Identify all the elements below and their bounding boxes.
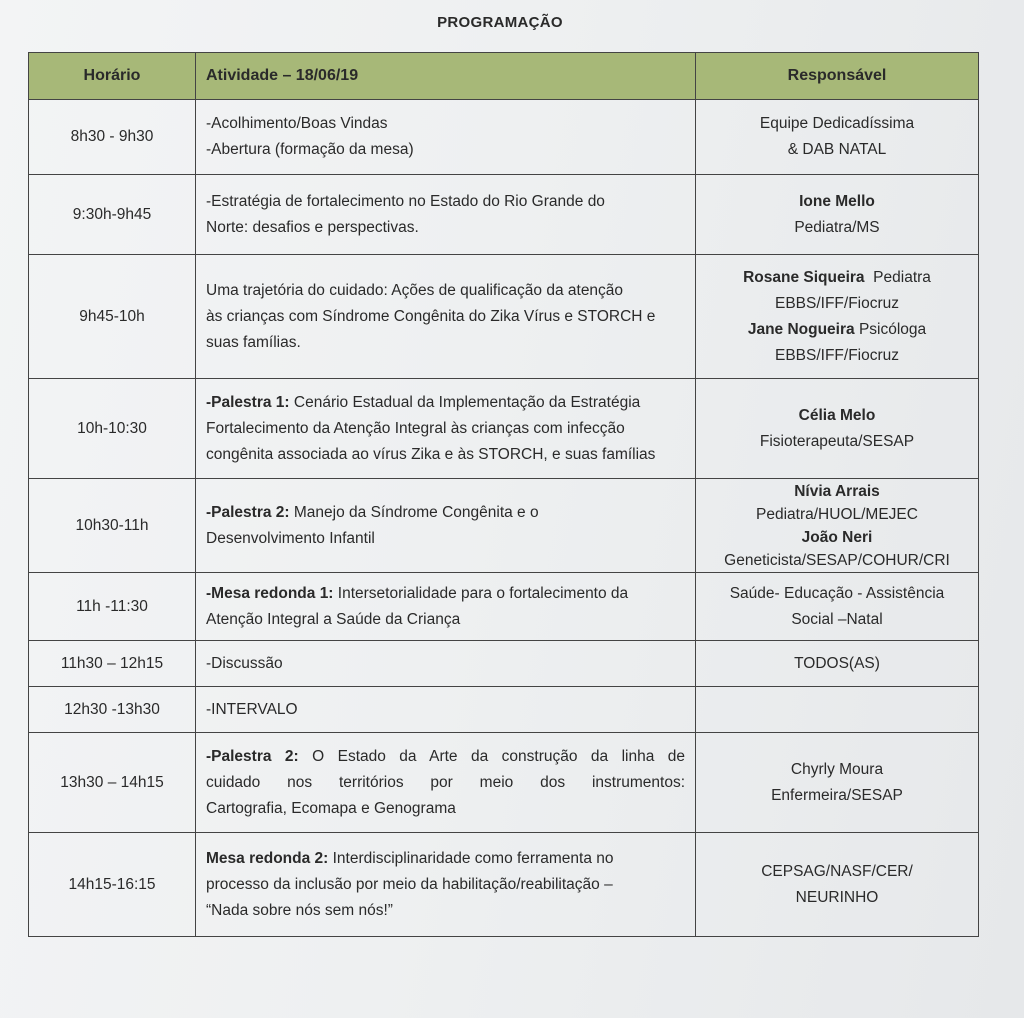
- activity-label: -Palestra 2:: [206, 747, 299, 765]
- table-row: [29, 175, 979, 255]
- header-activity: Atividade – 18/06/19: [196, 53, 696, 100]
- activity-line: cuidado nos territórios por meio dos instrumentos:: [206, 773, 685, 791]
- table-row: [29, 100, 979, 175]
- responsible-line: NEURINHO: [795, 888, 879, 906]
- cell-activity: [196, 175, 696, 255]
- activity-line: “Nada sobre nós sem nós!”: [206, 901, 393, 919]
- responsible-line: Equipe Dedicadíssima: [759, 115, 915, 132]
- activity-line: congênita associada ao vírus Zika e às STORCH, e suas famílias: [206, 445, 656, 463]
- activity-line: [206, 846, 685, 872]
- cell-time: 12h30 -13h30: [29, 687, 196, 733]
- cell-responsible: [696, 175, 979, 255]
- cell-activity: [196, 833, 696, 937]
- responsible-line: CEPSAG/NASF/CER/: [761, 862, 913, 880]
- cell-time: 11h -11:30: [29, 573, 196, 641]
- activity-line: Uma trajetória do cuidado: Ações de qualificação da atenção: [206, 281, 624, 299]
- activity-line: [206, 581, 685, 607]
- table-row: [29, 687, 979, 733]
- responsible-role: Fisioterapeuta/SESAP: [759, 432, 915, 450]
- activity-text: O Estado da Arte da construção da linha de: [298, 747, 685, 765]
- responsible-line: Saúde- Educação - Assistência: [729, 584, 945, 602]
- responsible-role: Pediatra/MS: [794, 218, 880, 236]
- table-header-row: [29, 53, 979, 100]
- cell-time: 11h30 – 12h15: [29, 641, 196, 687]
- cell-time: 10h30-11h: [29, 479, 196, 573]
- schedule-table: [28, 52, 979, 937]
- cell-activity: [196, 100, 696, 175]
- responsible-role: Pediatra/HUOL/MEJEC: [756, 505, 918, 523]
- activity-text: Intersetorialidade para o fortalecimento da: [333, 584, 629, 602]
- header-time: Horário: [29, 53, 196, 100]
- table-row: [29, 573, 979, 641]
- responsible-entry: [706, 317, 968, 343]
- cell-time: 14h15-16:15: [29, 833, 196, 937]
- table-row: [29, 255, 979, 379]
- activity-line: -Estratégia de fortalecimento no Estado do Rio Grande do: [206, 192, 605, 210]
- table-row: [29, 833, 979, 937]
- activity-text: Interdisciplinaridade como ferramenta no: [328, 849, 614, 867]
- activity-text: Cenário Estadual da Implementação da Estratégia: [289, 393, 641, 411]
- responsible-name: Jane Nogueira: [747, 320, 855, 338]
- activity-label: Mesa redonda 2:: [206, 849, 329, 867]
- cell-time: 13h30 – 14h15: [29, 733, 196, 833]
- cell-time: 10h-10:30: [29, 379, 196, 479]
- cell-responsible: [696, 100, 979, 175]
- cell-activity: [196, 379, 696, 479]
- table-row: [29, 479, 979, 573]
- cell-activity: [196, 255, 696, 379]
- activity-line: suas famílias.: [206, 333, 301, 351]
- activity-line: Cartografia, Ecomapa e Genograma: [206, 799, 456, 817]
- activity-line: [206, 744, 685, 770]
- activity-line: [206, 500, 685, 526]
- table-row: [29, 733, 979, 833]
- cell-time: 9h45-10h: [29, 255, 196, 379]
- activity-text: Manejo da Síndrome Congênita e o: [289, 503, 539, 521]
- page-title: PROGRAMAÇÃO: [437, 14, 563, 31]
- cell-activity: [196, 573, 696, 641]
- responsible-role: Psicóloga: [858, 320, 927, 338]
- responsible-line: Enfermeira/SESAP: [771, 786, 903, 804]
- responsible-line: Chyrly Moura: [790, 760, 884, 778]
- cell-activity: [196, 733, 696, 833]
- activity-line: Norte: desafios e perspectivas.: [206, 218, 419, 236]
- header-responsible: Responsável: [696, 53, 979, 100]
- responsible-name: Rosane Siqueira: [743, 268, 865, 286]
- activity-label: -Mesa redonda 1:: [206, 584, 334, 602]
- responsible-org: EBBS/IFF/Fiocruz: [774, 346, 900, 364]
- table-row: [29, 379, 979, 479]
- cell-responsible: [696, 687, 979, 733]
- cell-activity: -Discussão: [196, 641, 696, 687]
- responsible-entry: [706, 265, 968, 291]
- activity-line: Atenção Integral a Saúde da Criança: [206, 610, 461, 628]
- cell-responsible: TODOS(AS): [696, 641, 979, 687]
- activity-line: processo da inclusão por meio da habilitação/reabilitação –: [206, 875, 613, 893]
- activity-line: Fortalecimento da Atenção Integral às crianças com infecção: [206, 419, 625, 437]
- cell-responsible: [696, 479, 979, 573]
- cell-time: 9:30h-9h45: [29, 175, 196, 255]
- responsible-role: Pediatra: [873, 268, 931, 286]
- activity-line: Desenvolvimento Infantil: [206, 529, 375, 547]
- table-row: [29, 641, 979, 687]
- cell-time: 8h30 - 9h30: [29, 100, 196, 175]
- responsible-line: & DAB NATAL: [787, 141, 887, 158]
- cell-responsible: [696, 733, 979, 833]
- cell-responsible: [696, 833, 979, 937]
- activity-line: -Acolhimento/Boas Vindas: [206, 115, 388, 132]
- activity-line: [206, 390, 685, 416]
- responsible-role: Geneticista/SESAP/COHUR/CRI: [724, 551, 950, 569]
- responsible-line: Social –Natal: [791, 610, 883, 628]
- cell-activity: -INTERVALO: [196, 687, 696, 733]
- responsible-name: Ione Mello: [799, 192, 875, 210]
- activity-label: -Palestra 2:: [206, 503, 290, 521]
- responsible-org: EBBS/IFF/Fiocruz: [774, 294, 900, 312]
- responsible-name: Célia Melo: [798, 406, 876, 424]
- responsible-name: Nívia Arrais: [794, 482, 880, 500]
- cell-activity: [196, 479, 696, 573]
- activity-label: -Palestra 1:: [206, 393, 290, 411]
- activity-line: -Abertura (formação da mesa): [206, 141, 414, 158]
- cell-responsible: [696, 379, 979, 479]
- responsible-name: João Neri: [801, 528, 873, 546]
- cell-responsible: [696, 255, 979, 379]
- activity-line: às crianças com Síndrome Congênita do Zika Vírus e STORCH e: [206, 307, 656, 325]
- cell-responsible: [696, 573, 979, 641]
